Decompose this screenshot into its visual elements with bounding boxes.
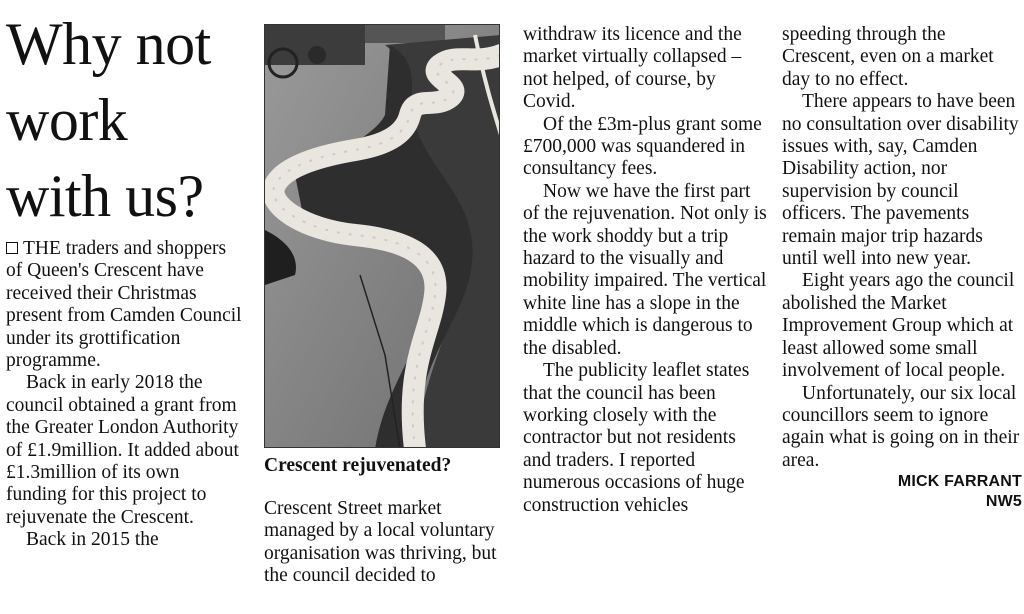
- paragraph: speeding through the Crescent, even on a market day to no effect.: [782, 24, 994, 90]
- paragraph: Eight years ago the council abolished the Market Improvement Group which at least allowed some small involvement of local people.: [782, 270, 1015, 382]
- paragraph: Of the £3m-plus grant some £700,000 was squandered in consultancy fees.: [523, 113, 762, 180]
- headline-line-3: with us?: [6, 163, 204, 229]
- paragraph: The publicity leaflet states that the council has been working closely with the contractor but not residents and traders. I reported numerous occasions of huge construction vehicles: [523, 360, 750, 516]
- article-column-2: [264, 498, 504, 588]
- author-area: NW5: [985, 493, 1022, 511]
- article-column-4: [782, 24, 1022, 512]
- photo-caption: Crescent rejuvenated?: [264, 455, 452, 476]
- paragraph: There appears to have been no consultation over disability issues with, say, Camden Disability action, nor supervision by council officers. The pavements remain major trip hazards until well into new year.: [782, 91, 1019, 270]
- article-column-1: [6, 0, 244, 552]
- author-name: MICK FARRANT: [897, 473, 1022, 491]
- paragraph-text: THE traders and shoppers of Queen's Crescent have received their Christmas present from Camden Council under its grottification programme.: [6, 238, 242, 372]
- paragraph: Now we have the first part of the rejuvenation. Not only is the work shoddy but a trip hazard to the visually and mobility impaired. The vertical white line has a slope in the middle which is dangerous to the disabled.: [523, 180, 767, 359]
- paragraph: Unfortunately, our six local councillors seem to ignore again what is going on in their area.: [782, 382, 1020, 471]
- paragraph: Back in 2015 the: [26, 529, 159, 551]
- headline-line-2: work: [6, 87, 128, 153]
- paragraph: withdraw its licence and the market virtually collapsed – not helped, of course, by Covid.: [523, 24, 742, 113]
- paragraph: Crescent Street market managed by a local voluntary organisation was thriving, but the council decided to: [264, 498, 497, 587]
- paragraph: [6, 238, 244, 372]
- street-photo: [264, 24, 500, 448]
- headline-line-1: Why not: [6, 11, 211, 77]
- headline: [6, 6, 244, 234]
- paragraph: Back in early 2018 the council obtained a grant from the Greater London Authority of £1.9million. It added about £1.3million of its own funding for this project to rejuvenate the Crescent.: [6, 372, 239, 528]
- article-column-3: [523, 24, 767, 517]
- checkbox-bullet-icon: [6, 242, 18, 254]
